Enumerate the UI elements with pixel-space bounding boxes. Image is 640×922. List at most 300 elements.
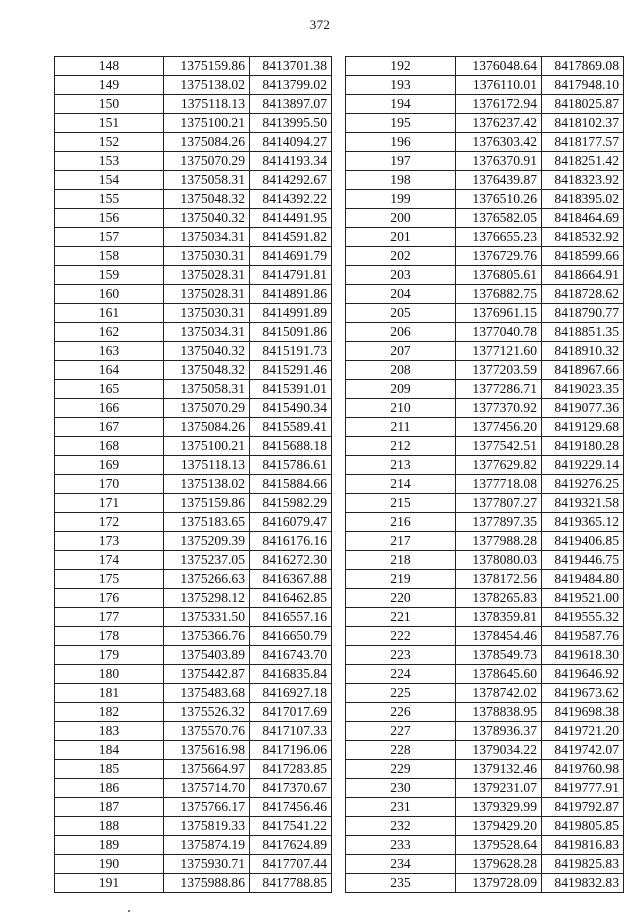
point-number-cell: 217 [346, 532, 456, 551]
point-number-cell: 214 [346, 475, 456, 494]
point-number-cell: 207 [346, 342, 456, 361]
point-number-cell: 192 [346, 57, 456, 76]
table-row [346, 361, 624, 380]
y-coordinate-cell: 8416650.79 [250, 627, 332, 646]
table-row [346, 589, 624, 608]
x-coordinate-cell: 1375442.87 [164, 665, 250, 684]
table-row [346, 380, 624, 399]
x-coordinate-cell: 1375930.71 [164, 855, 250, 874]
y-coordinate-cell: 8419760.98 [542, 760, 624, 779]
point-number-cell: 177 [55, 608, 164, 627]
point-number-cell: 213 [346, 456, 456, 475]
x-coordinate-cell: 1376510.26 [456, 190, 542, 209]
point-number-cell: 231 [346, 798, 456, 817]
x-coordinate-cell: 1379528.64 [456, 836, 542, 855]
point-number-cell: 227 [346, 722, 456, 741]
y-coordinate-cell: 8419805.85 [542, 817, 624, 836]
y-coordinate-cell: 8415884.66 [250, 475, 332, 494]
point-number-cell: 189 [55, 836, 164, 855]
x-coordinate-cell: 1375366.76 [164, 627, 250, 646]
point-number-cell: 222 [346, 627, 456, 646]
table-row [346, 760, 624, 779]
point-number-cell: 200 [346, 209, 456, 228]
table-row [55, 380, 332, 399]
table-row [55, 627, 332, 646]
x-coordinate-cell: 1375183.65 [164, 513, 250, 532]
x-coordinate-cell: 1375874.19 [164, 836, 250, 855]
y-coordinate-cell: 8416927.18 [250, 684, 332, 703]
table-row [55, 817, 332, 836]
x-coordinate-cell: 1375058.31 [164, 171, 250, 190]
x-coordinate-cell: 1375616.98 [164, 741, 250, 760]
y-coordinate-cell: 8414891.86 [250, 285, 332, 304]
table-row [55, 304, 332, 323]
x-coordinate-cell: 1375118.13 [164, 456, 250, 475]
table-row [346, 722, 624, 741]
x-coordinate-cell: 1377897.35 [456, 513, 542, 532]
y-coordinate-cell: 8419587.76 [542, 627, 624, 646]
y-coordinate-cell: 8418599.66 [542, 247, 624, 266]
y-coordinate-cell: 8419777.91 [542, 779, 624, 798]
table-row [55, 285, 332, 304]
table-row [346, 209, 624, 228]
y-coordinate-cell: 8414791.81 [250, 266, 332, 285]
x-coordinate-cell: 1375403.89 [164, 646, 250, 665]
y-coordinate-cell: 8414292.67 [250, 171, 332, 190]
table-row [346, 475, 624, 494]
table-row [346, 437, 624, 456]
x-coordinate-cell: 1378359.81 [456, 608, 542, 627]
table-row [346, 817, 624, 836]
x-coordinate-cell: 1375988.86 [164, 874, 250, 893]
x-coordinate-cell: 1375298.12 [164, 589, 250, 608]
table-row [346, 665, 624, 684]
point-number-cell: 188 [55, 817, 164, 836]
x-coordinate-cell: 1376048.64 [456, 57, 542, 76]
x-coordinate-cell: 1375040.32 [164, 209, 250, 228]
table-row [55, 209, 332, 228]
y-coordinate-cell: 8419721.20 [542, 722, 624, 741]
x-coordinate-cell: 1375070.29 [164, 152, 250, 171]
table-row [55, 152, 332, 171]
point-number-cell: 228 [346, 741, 456, 760]
point-number-cell: 194 [346, 95, 456, 114]
y-coordinate-cell: 8415490.34 [250, 399, 332, 418]
y-coordinate-cell: 8414691.79 [250, 247, 332, 266]
y-coordinate-cell: 8419365.12 [542, 513, 624, 532]
table-row [55, 570, 332, 589]
y-coordinate-cell: 8417624.89 [250, 836, 332, 855]
table-row [55, 779, 332, 798]
point-number-cell: 173 [55, 532, 164, 551]
x-coordinate-cell: 1375028.31 [164, 266, 250, 285]
x-coordinate-cell: 1379034.22 [456, 741, 542, 760]
table-row [346, 114, 624, 133]
x-coordinate-cell: 1377203.59 [456, 361, 542, 380]
y-coordinate-cell: 8414991.89 [250, 304, 332, 323]
point-number-cell: 199 [346, 190, 456, 209]
point-number-cell: 151 [55, 114, 164, 133]
y-coordinate-cell: 8418323.92 [542, 171, 624, 190]
x-coordinate-cell: 1377629.82 [456, 456, 542, 475]
x-coordinate-cell: 1376882.75 [456, 285, 542, 304]
table-row [55, 342, 332, 361]
table-row [346, 456, 624, 475]
table-row [55, 551, 332, 570]
point-number-cell: 187 [55, 798, 164, 817]
table-row [55, 855, 332, 874]
y-coordinate-cell: 8419129.68 [542, 418, 624, 437]
point-number-cell: 152 [55, 133, 164, 152]
x-coordinate-cell: 1376961.15 [456, 304, 542, 323]
point-number-cell: 166 [55, 399, 164, 418]
coordinates-table-right [345, 56, 624, 893]
point-number-cell: 235 [346, 874, 456, 893]
x-coordinate-cell: 1378645.60 [456, 665, 542, 684]
point-number-cell: 209 [346, 380, 456, 399]
x-coordinate-cell: 1375084.26 [164, 418, 250, 437]
table-row [346, 532, 624, 551]
point-number-cell: 195 [346, 114, 456, 133]
y-coordinate-cell: 8417017.69 [250, 703, 332, 722]
y-coordinate-cell: 8413799.02 [250, 76, 332, 95]
y-coordinate-cell: 8418395.02 [542, 190, 624, 209]
table-row [55, 399, 332, 418]
point-number-cell: 211 [346, 418, 456, 437]
point-number-cell: 204 [346, 285, 456, 304]
table-row [55, 513, 332, 532]
table-row [346, 152, 624, 171]
point-number-cell: 216 [346, 513, 456, 532]
table-row [55, 361, 332, 380]
table-row [55, 190, 332, 209]
table-row [55, 76, 332, 95]
y-coordinate-cell: 8419229.14 [542, 456, 624, 475]
point-number-cell: 232 [346, 817, 456, 836]
x-coordinate-cell: 1378265.83 [456, 589, 542, 608]
y-coordinate-cell: 8418851.35 [542, 323, 624, 342]
table-row [346, 684, 624, 703]
point-number-cell: 201 [346, 228, 456, 247]
table-row [346, 342, 624, 361]
point-number-cell: 215 [346, 494, 456, 513]
point-number-cell: 202 [346, 247, 456, 266]
point-number-cell: 233 [346, 836, 456, 855]
x-coordinate-cell: 1375570.76 [164, 722, 250, 741]
y-coordinate-cell: 8419792.87 [542, 798, 624, 817]
y-coordinate-cell: 8418464.69 [542, 209, 624, 228]
point-number-cell: 198 [346, 171, 456, 190]
x-coordinate-cell: 1375766.17 [164, 798, 250, 817]
y-coordinate-cell: 8419673.62 [542, 684, 624, 703]
table-row [55, 532, 332, 551]
x-coordinate-cell: 1379628.28 [456, 855, 542, 874]
y-coordinate-cell: 8419180.28 [542, 437, 624, 456]
x-coordinate-cell: 1375048.32 [164, 361, 250, 380]
x-coordinate-cell: 1376110.01 [456, 76, 542, 95]
table-row [346, 646, 624, 665]
y-coordinate-cell: 8414094.27 [250, 133, 332, 152]
y-coordinate-cell: 8419321.58 [542, 494, 624, 513]
x-coordinate-cell: 1378454.46 [456, 627, 542, 646]
x-coordinate-cell: 1376172.94 [456, 95, 542, 114]
table-row [55, 665, 332, 684]
y-coordinate-cell: 8414193.34 [250, 152, 332, 171]
y-coordinate-cell: 8418177.57 [542, 133, 624, 152]
x-coordinate-cell: 1375483.68 [164, 684, 250, 703]
point-number-cell: 196 [346, 133, 456, 152]
page-number: 372 [309, 17, 331, 32]
y-coordinate-cell: 8419446.75 [542, 551, 624, 570]
point-number-cell: 170 [55, 475, 164, 494]
table-row [346, 76, 624, 95]
x-coordinate-cell: 1379429.20 [456, 817, 542, 836]
point-number-cell: 184 [55, 741, 164, 760]
table-row [55, 323, 332, 342]
y-coordinate-cell: 8413995.50 [250, 114, 332, 133]
x-coordinate-cell: 1376439.87 [456, 171, 542, 190]
point-number-cell: 168 [55, 437, 164, 456]
y-coordinate-cell: 8416743.70 [250, 646, 332, 665]
y-coordinate-cell: 8416835.84 [250, 665, 332, 684]
point-number-cell: 218 [346, 551, 456, 570]
point-number-cell: 178 [55, 627, 164, 646]
y-coordinate-cell: 8419618.30 [542, 646, 624, 665]
table-row [55, 57, 332, 76]
y-coordinate-cell: 8419521.00 [542, 589, 624, 608]
table-row [346, 741, 624, 760]
table-row [55, 418, 332, 437]
x-coordinate-cell: 1377286.71 [456, 380, 542, 399]
table-row [346, 95, 624, 114]
x-coordinate-cell: 1379231.07 [456, 779, 542, 798]
x-coordinate-cell: 1377807.27 [456, 494, 542, 513]
point-number-cell: 185 [55, 760, 164, 779]
x-coordinate-cell: 1375040.32 [164, 342, 250, 361]
point-number-cell: 205 [346, 304, 456, 323]
table-row [346, 836, 624, 855]
y-coordinate-cell: 8419484.80 [542, 570, 624, 589]
y-coordinate-cell: 8415589.41 [250, 418, 332, 437]
table-row [55, 646, 332, 665]
point-number-cell: 230 [346, 779, 456, 798]
y-coordinate-cell: 8416176.16 [250, 532, 332, 551]
x-coordinate-cell: 1379728.09 [456, 874, 542, 893]
y-coordinate-cell: 8418967.66 [542, 361, 624, 380]
x-coordinate-cell: 1379132.46 [456, 760, 542, 779]
x-coordinate-cell: 1375118.13 [164, 95, 250, 114]
table-row [346, 399, 624, 418]
y-coordinate-cell: 8417707.44 [250, 855, 332, 874]
y-coordinate-cell: 8415391.01 [250, 380, 332, 399]
point-number-cell: 176 [55, 589, 164, 608]
table-row [55, 456, 332, 475]
point-number-cell: 212 [346, 437, 456, 456]
x-coordinate-cell: 1377040.78 [456, 323, 542, 342]
table-row [55, 171, 332, 190]
point-number-cell: 219 [346, 570, 456, 589]
x-coordinate-cell: 1375084.26 [164, 133, 250, 152]
x-coordinate-cell: 1377370.92 [456, 399, 542, 418]
y-coordinate-cell: 8413701.38 [250, 57, 332, 76]
y-coordinate-cell: 8414392.22 [250, 190, 332, 209]
table-row [346, 171, 624, 190]
x-coordinate-cell: 1375138.02 [164, 76, 250, 95]
x-coordinate-cell: 1375266.63 [164, 570, 250, 589]
y-coordinate-cell: 8415786.61 [250, 456, 332, 475]
table-row [55, 798, 332, 817]
y-coordinate-cell: 8419742.07 [542, 741, 624, 760]
point-number-cell: 179 [55, 646, 164, 665]
x-coordinate-cell: 1377988.28 [456, 532, 542, 551]
x-coordinate-cell: 1375070.29 [164, 399, 250, 418]
x-coordinate-cell: 1378549.73 [456, 646, 542, 665]
x-coordinate-cell: 1375030.31 [164, 304, 250, 323]
x-coordinate-cell: 1375819.33 [164, 817, 250, 836]
table-row [55, 874, 332, 893]
y-coordinate-cell: 8418664.91 [542, 266, 624, 285]
x-coordinate-cell: 1375138.02 [164, 475, 250, 494]
table-row [55, 684, 332, 703]
point-number-cell: 191 [55, 874, 164, 893]
point-number-cell: 224 [346, 665, 456, 684]
table-row [55, 95, 332, 114]
point-number-cell: 172 [55, 513, 164, 532]
point-number-cell: 206 [346, 323, 456, 342]
x-coordinate-cell: 1375714.70 [164, 779, 250, 798]
table-row [55, 437, 332, 456]
point-number-cell: 169 [55, 456, 164, 475]
x-coordinate-cell: 1375028.31 [164, 285, 250, 304]
y-coordinate-cell: 8417541.22 [250, 817, 332, 836]
y-coordinate-cell: 8416462.85 [250, 589, 332, 608]
table-row [346, 323, 624, 342]
point-number-cell: 153 [55, 152, 164, 171]
x-coordinate-cell: 1377718.08 [456, 475, 542, 494]
y-coordinate-cell: 8419077.36 [542, 399, 624, 418]
point-number-cell: 208 [346, 361, 456, 380]
x-coordinate-cell: 1375100.21 [164, 437, 250, 456]
y-coordinate-cell: 8418728.62 [542, 285, 624, 304]
x-coordinate-cell: 1375159.86 [164, 57, 250, 76]
x-coordinate-cell: 1377456.20 [456, 418, 542, 437]
table-row [55, 722, 332, 741]
scan-speck [128, 910, 130, 912]
y-coordinate-cell: 8414491.95 [250, 209, 332, 228]
table-row [346, 133, 624, 152]
point-number-cell: 149 [55, 76, 164, 95]
y-coordinate-cell: 8416557.16 [250, 608, 332, 627]
y-coordinate-cell: 8419023.35 [542, 380, 624, 399]
table-row [346, 228, 624, 247]
point-number-cell: 197 [346, 152, 456, 171]
point-number-cell: 159 [55, 266, 164, 285]
point-number-cell: 223 [346, 646, 456, 665]
point-number-cell: 164 [55, 361, 164, 380]
y-coordinate-cell: 8419646.92 [542, 665, 624, 684]
y-coordinate-cell: 8415191.73 [250, 342, 332, 361]
table-row [346, 570, 624, 589]
y-coordinate-cell: 8413897.07 [250, 95, 332, 114]
table-row [55, 608, 332, 627]
y-coordinate-cell: 8414591.82 [250, 228, 332, 247]
x-coordinate-cell: 1375034.31 [164, 323, 250, 342]
point-number-cell: 150 [55, 95, 164, 114]
y-coordinate-cell: 8416367.88 [250, 570, 332, 589]
x-coordinate-cell: 1376303.42 [456, 133, 542, 152]
y-coordinate-cell: 8416079.47 [250, 513, 332, 532]
y-coordinate-cell: 8419816.83 [542, 836, 624, 855]
point-number-cell: 221 [346, 608, 456, 627]
point-number-cell: 180 [55, 665, 164, 684]
y-coordinate-cell: 8417456.46 [250, 798, 332, 817]
y-coordinate-cell: 8418251.42 [542, 152, 624, 171]
x-coordinate-cell: 1376729.76 [456, 247, 542, 266]
x-coordinate-cell: 1375058.31 [164, 380, 250, 399]
table-row [346, 627, 624, 646]
table-row [55, 266, 332, 285]
table-row [346, 304, 624, 323]
table-row [55, 836, 332, 855]
y-coordinate-cell: 8415688.18 [250, 437, 332, 456]
x-coordinate-cell: 1375331.50 [164, 608, 250, 627]
y-coordinate-cell: 8417370.67 [250, 779, 332, 798]
point-number-cell: 203 [346, 266, 456, 285]
y-coordinate-cell: 8419698.38 [542, 703, 624, 722]
y-coordinate-cell: 8418532.92 [542, 228, 624, 247]
point-number-cell: 225 [346, 684, 456, 703]
x-coordinate-cell: 1375100.21 [164, 114, 250, 133]
x-coordinate-cell: 1375526.32 [164, 703, 250, 722]
x-coordinate-cell: 1378936.37 [456, 722, 542, 741]
y-coordinate-cell: 8418025.87 [542, 95, 624, 114]
point-number-cell: 148 [55, 57, 164, 76]
table-row [346, 247, 624, 266]
table-row [55, 114, 332, 133]
point-number-cell: 167 [55, 418, 164, 437]
table-row [55, 741, 332, 760]
x-coordinate-cell: 1375048.32 [164, 190, 250, 209]
point-number-cell: 165 [55, 380, 164, 399]
point-number-cell: 186 [55, 779, 164, 798]
point-number-cell: 190 [55, 855, 164, 874]
point-number-cell: 175 [55, 570, 164, 589]
point-number-cell: 158 [55, 247, 164, 266]
table-row [346, 551, 624, 570]
table-row [346, 418, 624, 437]
point-number-cell: 174 [55, 551, 164, 570]
x-coordinate-cell: 1376237.42 [456, 114, 542, 133]
table-row [55, 494, 332, 513]
x-coordinate-cell: 1378838.95 [456, 703, 542, 722]
x-coordinate-cell: 1375030.31 [164, 247, 250, 266]
x-coordinate-cell: 1377121.60 [456, 342, 542, 361]
table-row [346, 779, 624, 798]
table-row [346, 57, 624, 76]
point-number-cell: 182 [55, 703, 164, 722]
x-coordinate-cell: 1378080.03 [456, 551, 542, 570]
point-number-cell: 157 [55, 228, 164, 247]
table-row [55, 703, 332, 722]
x-coordinate-cell: 1376805.61 [456, 266, 542, 285]
point-number-cell: 156 [55, 209, 164, 228]
table-row [346, 874, 624, 893]
y-coordinate-cell: 8415291.46 [250, 361, 332, 380]
x-coordinate-cell: 1378742.02 [456, 684, 542, 703]
y-coordinate-cell: 8419832.83 [542, 874, 624, 893]
point-number-cell: 220 [346, 589, 456, 608]
table-row [346, 190, 624, 209]
